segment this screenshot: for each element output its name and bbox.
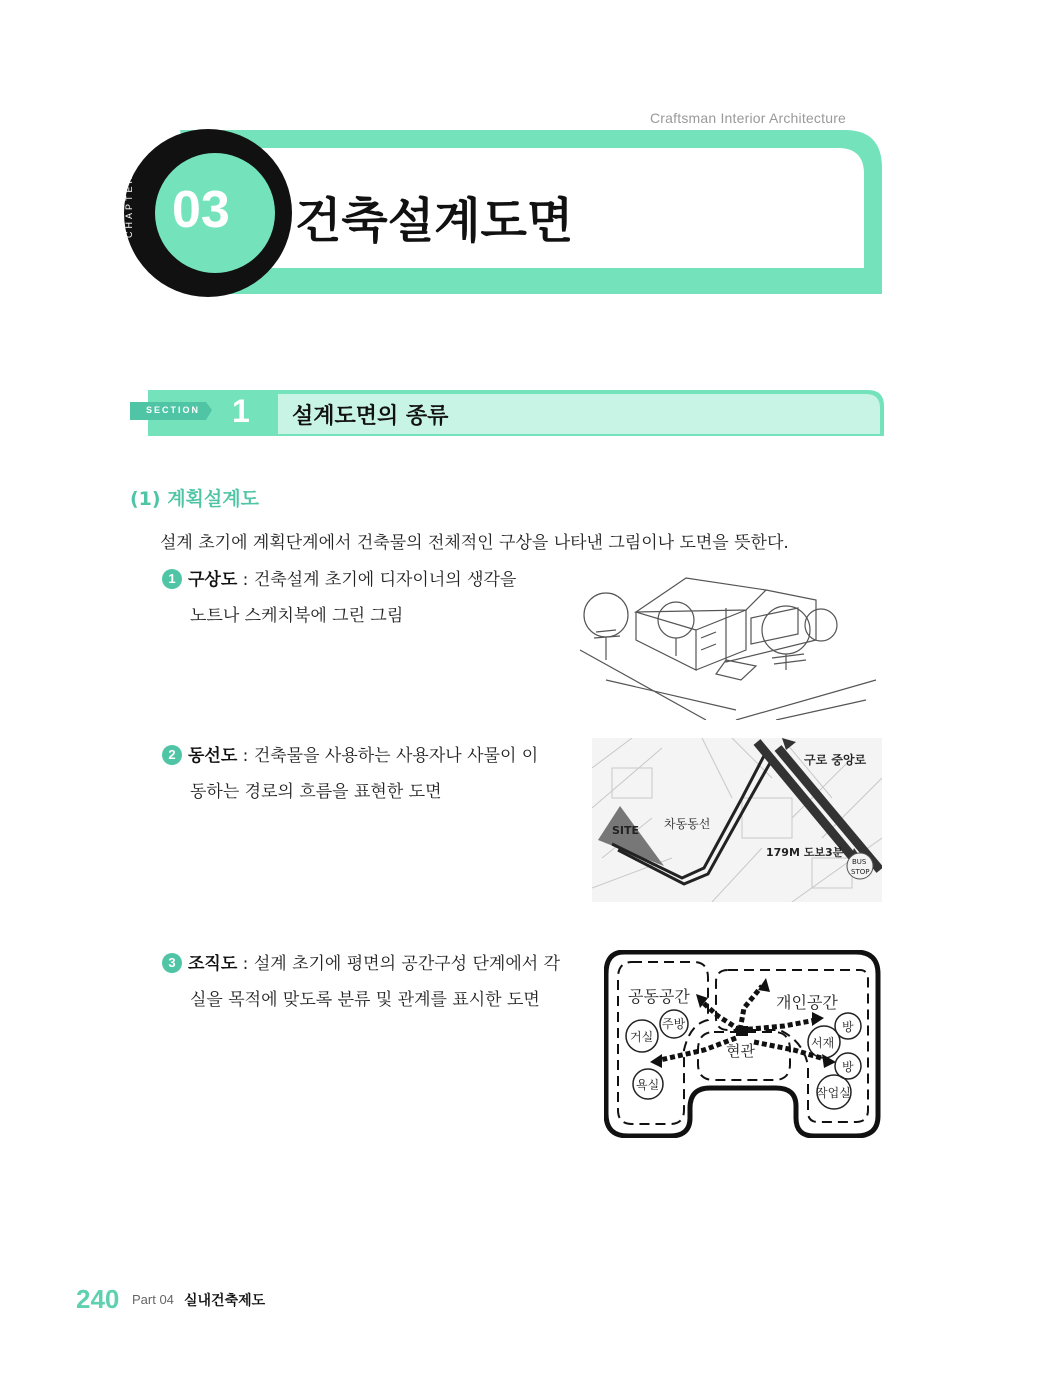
item-text: 동하는 경로의 흐름을 표현한 도면 xyxy=(190,782,442,802)
chapter-label: CHAPTER xyxy=(124,173,134,238)
kitchen-label: 주방 xyxy=(662,1017,686,1031)
common-space-label: 공동공간 xyxy=(628,987,690,1006)
site-label: SITE xyxy=(612,824,640,837)
item-concept-drawing: 1 구상도 : 건축설계 초기에 디자이너의 생각을 노트나 스케치북에 그린 그림 xyxy=(162,562,516,634)
subsection-title: (1) 계획설계도 xyxy=(130,488,259,510)
number-badge: 1 xyxy=(162,569,182,589)
item-text: 실을 목적에 맞도록 분류 및 관계를 표시한 도면 xyxy=(190,990,540,1010)
bathroom-label: 욕실 xyxy=(636,1078,660,1092)
section-label: SECTION xyxy=(146,405,201,415)
entrance-label: 현관 xyxy=(726,1042,755,1060)
chapter-number: 03 xyxy=(172,181,230,239)
item-term: 구상도 xyxy=(188,570,238,590)
organization-diagram-figure xyxy=(604,950,882,1138)
circulation-map-figure xyxy=(592,738,882,902)
footer-title: 실내건축제도 xyxy=(184,1293,266,1309)
item-text: 건축설계 초기에 디자이너의 생각을 xyxy=(253,570,517,590)
number-badge: 3 xyxy=(162,953,182,973)
item-text: 설계 초기에 평면의 공간구성 단계에서 각 xyxy=(253,954,561,974)
item-text: 노트나 스케치북에 그린 그림 xyxy=(190,606,404,626)
room-label: 방 xyxy=(842,1020,854,1034)
private-space-label: 개인공간 xyxy=(776,993,838,1012)
road-label: 구로 중앙로 xyxy=(804,753,867,767)
number-badge: 2 xyxy=(162,745,182,765)
footer-part: Part 04 xyxy=(132,1292,174,1307)
concept-sketch-figure xyxy=(576,570,882,720)
brand-text: Craftsman Interior Architecture xyxy=(650,110,847,126)
study-label: 서재 xyxy=(811,1036,835,1050)
chapter-title: 건축설계도면 xyxy=(295,193,574,249)
item-term: 동선도 xyxy=(188,746,238,766)
workroom-label: 작업실 xyxy=(816,1086,851,1100)
section-title: 설계도면의 종류 xyxy=(292,404,449,429)
car-flow-label: 차동동선 xyxy=(664,817,711,831)
living-room-label: 거실 xyxy=(630,1030,654,1044)
item-organization-drawing: 3 조직도 : 설계 초기에 평면의 공간구성 단계에서 각 실을 목적에 맞도록 분류 및 관계를 표시한 도면 xyxy=(162,946,560,1018)
item-term: 조직도 xyxy=(188,954,238,974)
room-label: 방 xyxy=(842,1060,854,1074)
page-number: 240 xyxy=(76,1284,120,1314)
item-text: 건축물을 사용하는 사용자나 사물이 이 xyxy=(253,746,539,766)
bus-label: BUS xyxy=(852,858,867,866)
stop-label: STOP xyxy=(851,868,870,876)
walk-label: 179M 도보3분 xyxy=(766,846,844,859)
section-number: 1 xyxy=(232,393,250,429)
item-circulation-drawing: 2 동선도 : 건축물을 사용하는 사용자나 사물이 이 동하는 경로의 흐름을 표현한 도면 xyxy=(162,738,538,810)
intro-text: 설계 초기에 계획단계에서 건축물의 전체적인 구상을 나타낸 그림이나 도면을 뜻한다. xyxy=(160,533,789,553)
